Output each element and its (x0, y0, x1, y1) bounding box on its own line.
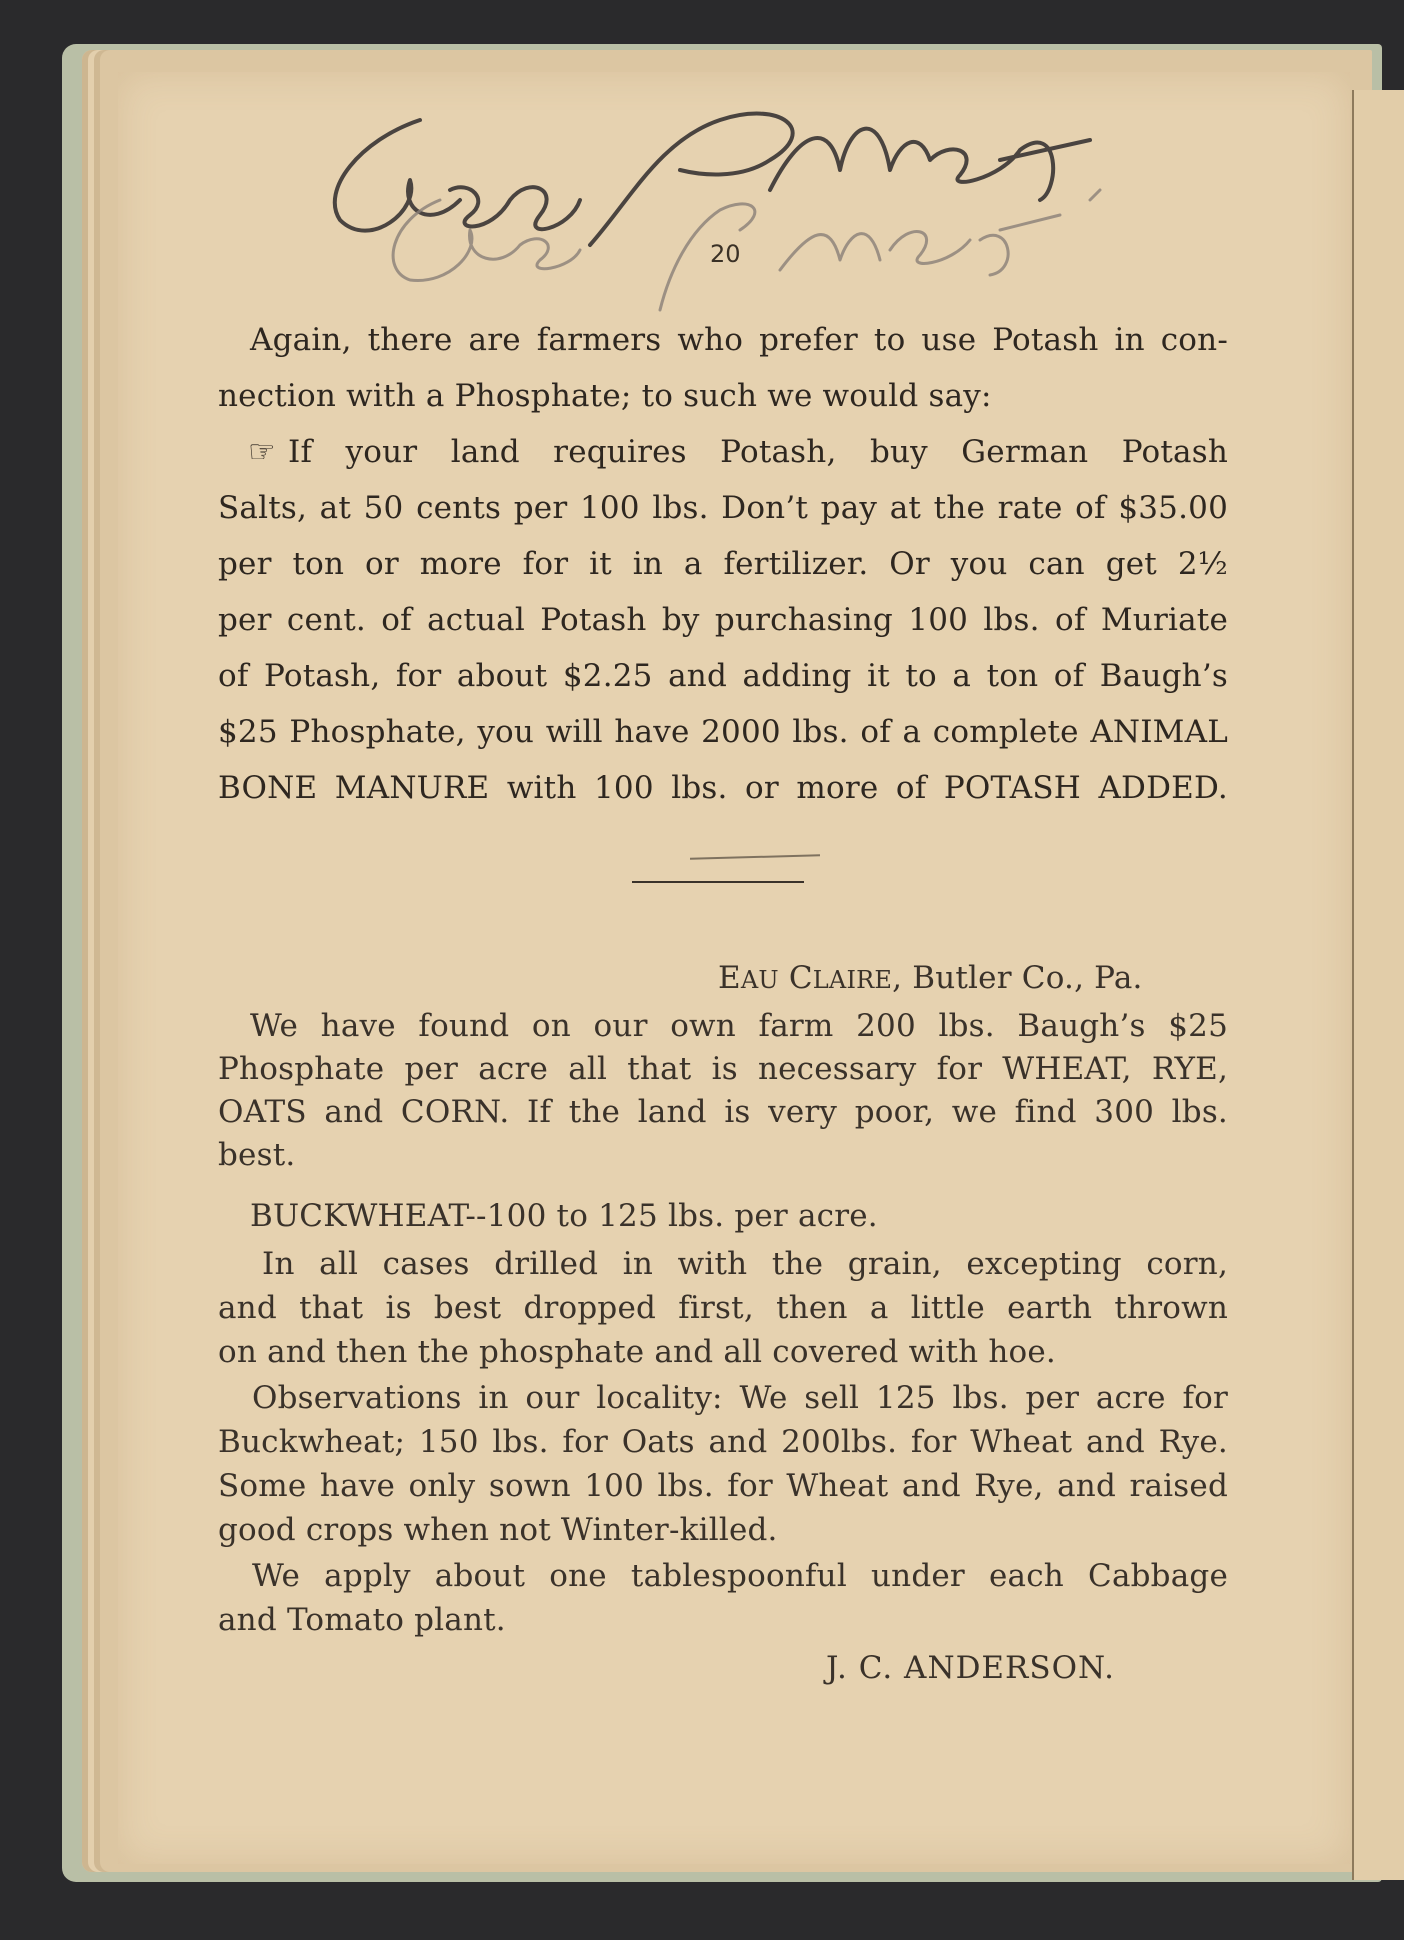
testimonial-line-6: In all cases drilled in with the grain, excepting corn, (262, 1246, 1228, 1282)
potash-line-9: BONE MANURE with 100 lbs. or more of POTASH ADDED. (218, 770, 1228, 806)
testimonial-line-1: We have found on our own farm 200 lbs. Baugh’s $25 (250, 1008, 1228, 1044)
testimonial-line-5: BUCKWHEAT--100 to 125 lbs. per acre. (250, 1198, 878, 1234)
potash-line-3: If your land requires Potash, buy German Potash (288, 434, 1228, 470)
potash-line-2: nection with a Phosphate; to such we would say: (218, 378, 992, 414)
testimonial-line-2: Phosphate per acre all that is necessary for WHEAT, RYE, (218, 1051, 1228, 1087)
page-number: 20 (710, 240, 741, 268)
testimonial-line-11: Some have only sown 100 lbs. for Wheat and Rye, and raised (218, 1468, 1228, 1504)
testimonial-line-4: best. (218, 1137, 296, 1173)
location-tail: , Butler Co., Pa. (892, 960, 1143, 996)
potash-line-7: of Potash, for about $2.25 and adding it to a ton of Baugh’s (218, 658, 1228, 694)
location-rest-2: LAIRE (812, 966, 893, 994)
testimonial-line-10: Buckwheat; 150 lbs. for Oats and 200lbs. for Wheat and Rye. (218, 1424, 1228, 1460)
testimonial-line-13: We apply about one tablespoonful under each Cabbage (252, 1558, 1228, 1594)
pointing-hand-icon: ☞ (248, 434, 276, 470)
potash-line-5: per ton or more for it in a fertilizer. Or you can get 2½ (218, 546, 1228, 582)
testimonial-line-14: and Tomato plant. (218, 1602, 506, 1638)
potash-line-1: Again, there are farmers who prefer to use Potash in con- (250, 322, 1228, 358)
testimonial-line-9: Observations in our locality: We sell 125 lbs. per acre for (252, 1380, 1228, 1416)
next-page-edge (1352, 90, 1404, 1880)
testimonial-signature: J. C. ANDERSON. (826, 1650, 1116, 1686)
testimonial-line-3: OATS and CORN. If the land is very poor, we find 300 lbs. (218, 1094, 1228, 1130)
location-initial-1: E (718, 960, 741, 996)
testimonial-line-8: on and then the phosphate and all covered with hoe. (218, 1334, 1056, 1370)
potash-line-8: $25 Phosphate, you will have 2000 lbs. of a complete ANIMAL (218, 714, 1228, 750)
handwritten-signature (300, 80, 1200, 320)
testimonial-line-7: and that is best dropped first, then a little earth thrown (218, 1290, 1228, 1326)
testimonial-line-12: good crops when not Winter-killed. (218, 1512, 778, 1548)
location-initial-2: C (788, 960, 813, 996)
section-divider (632, 881, 804, 883)
potash-line-6: per cent. of actual Potash by purchasing 100 lbs. of Muriate (218, 602, 1228, 638)
location-rest-1: AU (740, 966, 779, 994)
potash-line-4: Salts, at 50 cents per 100 lbs. Don’t pay at the rate of $35.00 (218, 490, 1228, 526)
testimonial-location (718, 960, 1218, 996)
